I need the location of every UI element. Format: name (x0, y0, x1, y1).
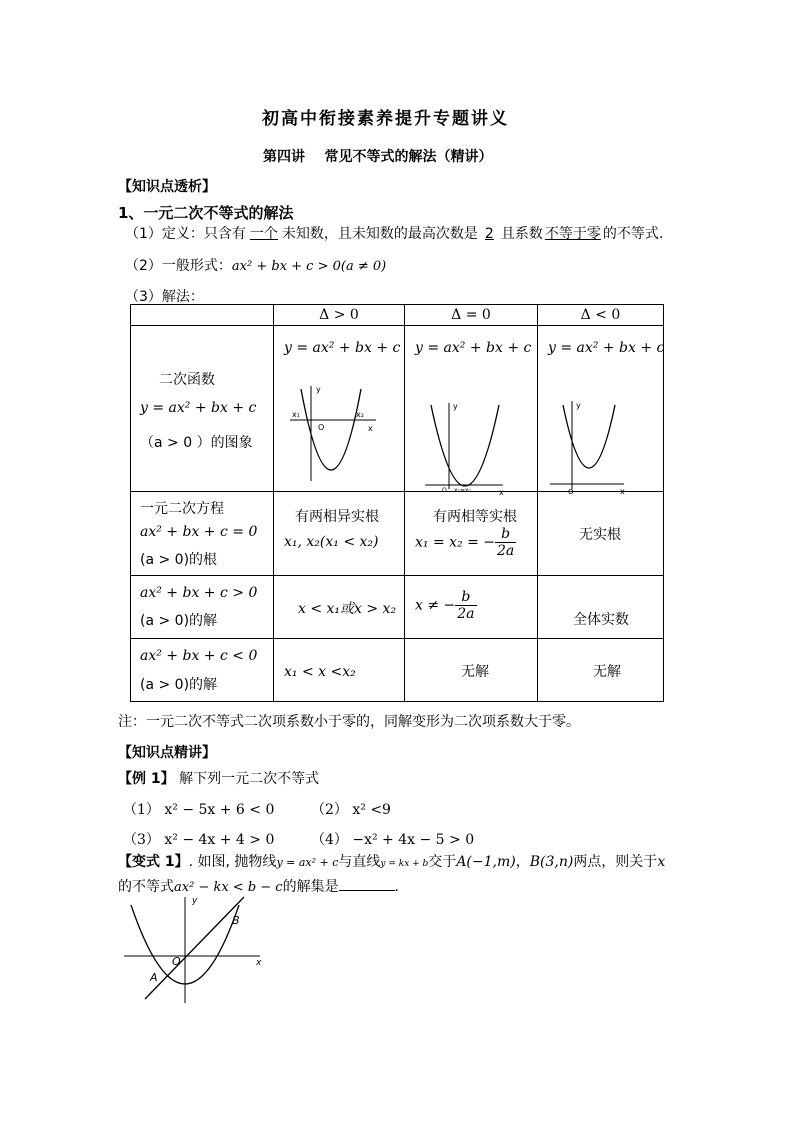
equation-one-root-lhs: x₁ = x₂ = − (415, 534, 496, 551)
variant-1-tag: 【变式 1】 (118, 854, 189, 870)
graph1-origin-label: O (318, 423, 325, 432)
graph-cell-one-root (405, 326, 538, 497)
figure-x-label: x (256, 958, 262, 968)
variant-1-e5: x (657, 854, 666, 870)
def-blank-1: 一个 (249, 226, 278, 242)
example-1-tag: 【例 1】 (118, 771, 175, 787)
equation-label-l1: 一元二次方程 (140, 501, 224, 517)
less-two-roots (274, 639, 405, 702)
graph2-root-label: x₁=x₂ (454, 487, 471, 494)
fraction-b-over-2a-2 (455, 589, 476, 622)
problem-2: （2） x² <9 (311, 802, 391, 818)
table-header-delta-zero (405, 305, 538, 326)
graph3-x-label: x (620, 487, 625, 496)
def-text-1: （1）定义：只含有 (125, 226, 246, 242)
table-header-empty (131, 305, 274, 326)
fraction-numerator-2: b (455, 589, 476, 606)
variant-1-line-2 (118, 876, 399, 896)
less-one-root-text: 无解 (461, 664, 489, 680)
variant-1-e6: ax² − kx < b − c (174, 880, 283, 895)
variant-1-e4: B(3,n) (529, 854, 574, 870)
less-one-root (405, 639, 538, 702)
graph2-origin-label: O (442, 487, 447, 494)
graph-one-root (405, 381, 538, 497)
greater-two-roots-expr: x < x₁或x > x₂ (298, 601, 397, 617)
row-function-label (131, 326, 274, 492)
section-explain: 【知识点精讲】 (118, 745, 216, 761)
function-label-l3: （a > 0 ）的图象 (140, 435, 253, 451)
problem-3: （3） x² − 4x + 4 > 0 (123, 832, 275, 848)
graph-no-root (538, 381, 664, 496)
answer-blank[interactable] (339, 878, 395, 891)
graph2-x-label: x (499, 488, 504, 497)
delta-positive-label: Δ > 0 (319, 307, 359, 323)
definition-line (125, 223, 663, 243)
graph-two-roots (274, 381, 404, 491)
def-text-3: 且系数 (500, 226, 543, 242)
greater-label-l1: ax² + bx + c > 0 (140, 585, 258, 601)
figure-point-a: A (150, 971, 158, 984)
equation-two-roots (274, 492, 405, 576)
variant-1-e3: A(−1,m) (456, 854, 516, 870)
graph-cell-no-root (538, 326, 665, 496)
graph-cell-two-roots (274, 326, 405, 492)
def-blank-3: 不等于零 (544, 226, 601, 242)
problem-1: （1） x² − 5x + 6 < 0 (123, 802, 275, 818)
delta-negative-label: Δ < 0 (580, 307, 621, 323)
figure-origin-label: O (172, 955, 181, 968)
greater-one-root (405, 576, 538, 639)
example-1-text: 解下列一元二次不等式 (174, 771, 320, 787)
solution-table (130, 304, 664, 702)
def-text-4: 的不等式. (602, 226, 664, 242)
variant-figure (118, 895, 278, 1005)
lecture-title: 第四讲 常见不等式的解法（精讲） (263, 149, 493, 165)
greater-no-root (538, 576, 664, 639)
less-two-roots-expr: x₁ < x <x₂ (284, 664, 356, 680)
variant-1-t5: 两点，则关于 (573, 854, 658, 870)
fraction-denominator-2: 2a (457, 606, 475, 622)
graph1-x-label: x (368, 424, 373, 433)
graph1-x1-label: x₁ (292, 410, 300, 419)
equation-no-root-text: 无实根 (579, 527, 621, 543)
less-label-l2: (a > 0)的解 (140, 677, 218, 693)
section-knowledge: 【知识点透析】 (118, 179, 216, 195)
general-form-line (125, 255, 386, 275)
less-label-l1: ax² + bx + c < 0 (140, 648, 258, 664)
equation-two-roots-text: 有两相异实根 (295, 509, 379, 525)
equation-label-l3: (a > 0)的根 (140, 552, 218, 568)
fraction-b-over-2a (495, 526, 516, 559)
variant-1-t3: 交于 (428, 854, 457, 870)
equation-label-l2: ax² + bx + c = 0 (140, 524, 258, 540)
def-blank-2: 2 (484, 226, 494, 242)
greater-one-root-expr (415, 589, 477, 622)
problem-4: （4） −x² + 4x − 5 > 0 (311, 832, 475, 848)
variant-1-t2: 与直线 (338, 854, 381, 870)
variant-1-t4: ， (515, 854, 530, 870)
table-header-delta-positive (274, 305, 405, 326)
figure-y-label: y (192, 896, 198, 906)
figure-point-b: B (232, 914, 240, 927)
greater-one-root-lhs: x ≠ − (415, 597, 456, 614)
table-header-delta-negative (538, 305, 664, 326)
fraction-numerator: b (495, 526, 516, 543)
function-label-l1: 二次函数 (159, 372, 215, 388)
row-greater-label (131, 576, 274, 639)
example-1 (118, 768, 319, 788)
equation-one-root-text: 有两相等实根 (433, 509, 517, 525)
row-less-label (131, 639, 274, 702)
greater-two-roots (274, 576, 405, 639)
less-no-root (538, 639, 664, 702)
heading-quadratic-inequality: 1、一元二次不等式的解法 (118, 204, 294, 222)
row-equation-label (131, 492, 274, 576)
def-text-2: 未知数，且未知数的最高次数是 (281, 226, 478, 242)
variant-1-t7: 的解集是 (282, 879, 339, 895)
greater-label-l2: (a > 0)的解 (140, 613, 218, 629)
variant-1-e1: y = ax² + c (276, 856, 339, 869)
graph3-y-label: y (576, 401, 581, 410)
solution-label: （3）解法： (125, 289, 204, 305)
graph2-y-label: y (453, 402, 458, 411)
graph1-y-label: y (316, 385, 321, 394)
less-no-root-text: 无解 (593, 664, 621, 680)
delta-zero-label: Δ = 0 (451, 307, 491, 323)
general-form-expr: ax² + bx + c > 0(a ≠ 0) (231, 259, 387, 274)
graph3-origin-label: O (568, 488, 574, 496)
function-label-l2: y = ax² + bx + c (140, 400, 257, 416)
graph1-x2-label: x₂ (356, 410, 364, 419)
fraction-denominator: 2a (497, 543, 515, 559)
equation-one-root (405, 492, 538, 576)
variant-1-e2: y = kx + b (380, 859, 429, 869)
variant-1-t1: . 如图, 抛物线 (188, 854, 277, 870)
equation-no-root (538, 492, 664, 576)
variant-1-t8: . (394, 879, 400, 895)
graph2-expr: y = ax² + bx + c (415, 340, 532, 356)
greater-no-root-text: 全体实数 (573, 612, 629, 628)
equation-one-root-expr (415, 526, 516, 559)
variant-1-t6: 的不等式 (118, 879, 174, 895)
variant-1-line-1 (118, 851, 665, 871)
graph3-expr: y = ax² + bx + c (548, 340, 665, 356)
note-text: 注：一元二次不等式二次项系数小于零的，同解变形为二次项系数大于零。 (118, 714, 580, 730)
graph1-expr: y = ax² + bx + c (284, 340, 401, 356)
equation-two-roots-expr: x₁, x₂(x₁ < x₂) (284, 534, 379, 550)
doc-title: 初高中衔接素养提升专题讲义 (262, 109, 509, 129)
general-form-label: （2）一般形式： (125, 258, 232, 274)
